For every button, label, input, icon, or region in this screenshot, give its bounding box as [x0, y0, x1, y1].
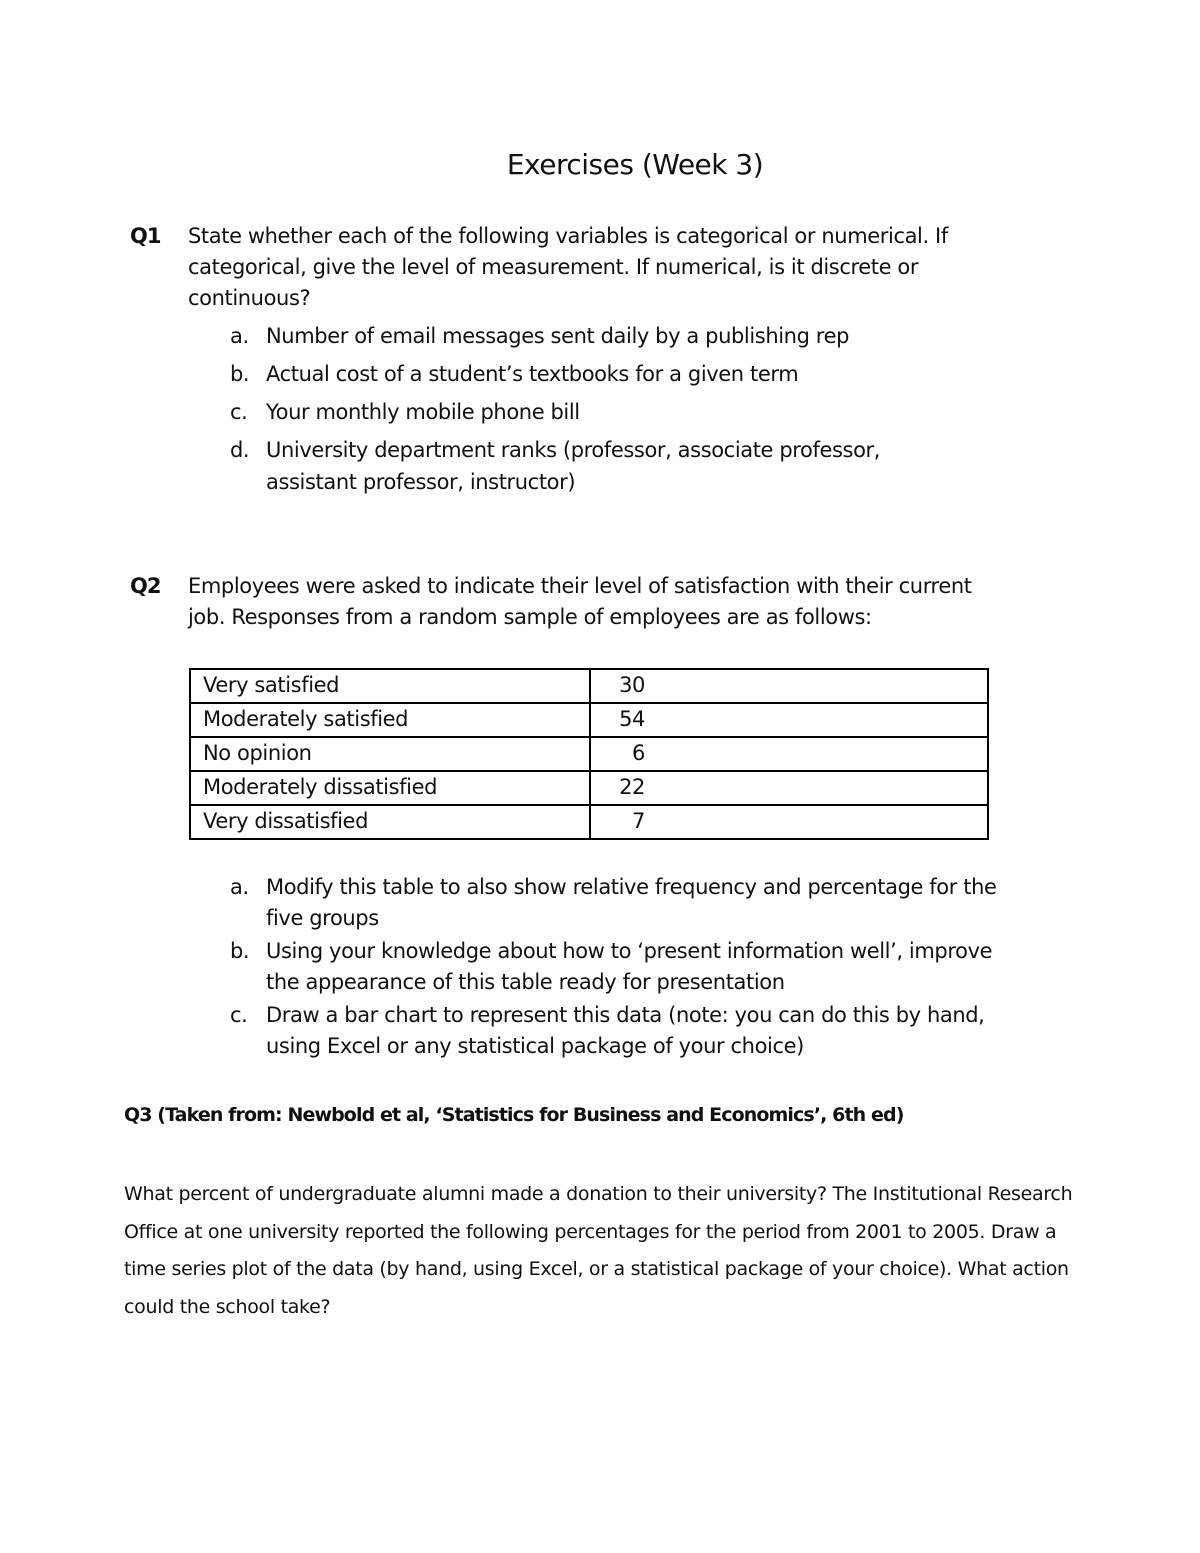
table-row [190, 771, 988, 805]
value-text: 6 [632, 741, 645, 765]
item-text: Using your knowledge about how to ‘present information well’, improve the appearance of this table ready for presentation [266, 939, 993, 994]
item-text: Draw a bar chart to represent this data (note: you can do this by hand, using Excel or any statistical package of your choice) [266, 1003, 985, 1058]
q2-text: Employees were asked to indicate their level of satisfaction with their current job. Responses from a random sample of employees are as follows: [188, 574, 972, 629]
q1-item-c [230, 396, 1020, 428]
table-cell-value [590, 703, 988, 737]
item-letter: b. [230, 362, 250, 386]
table-cell-category: Moderately satisfied [190, 703, 590, 737]
q1-text: State whether each of the following variables is categorical or numerical. If categorical, give the level of measurement. If numerical, is it discrete or continuous? [188, 224, 948, 310]
q1-item-b [230, 358, 1020, 390]
q2-item-b [230, 936, 1030, 998]
item-text: Number of email messages sent daily by a publishing rep [266, 324, 850, 348]
table-cell-value [590, 669, 988, 703]
satisfaction-table [189, 668, 989, 840]
table-cell-value [590, 737, 988, 771]
page-title: Exercises (Week 3) [506, 148, 764, 181]
value-text: 22 [619, 775, 645, 799]
q2-label: Q2 [130, 574, 161, 598]
table-cell-category: Very satisfied [190, 669, 590, 703]
table-cell-category: Moderately dissatisfied [190, 771, 590, 805]
item-text: Actual cost of a student’s textbooks for a given term [266, 362, 799, 386]
table-row [190, 737, 988, 771]
q2-subquestions [230, 872, 1030, 1064]
item-letter: b. [230, 939, 250, 963]
q1-item-d [230, 434, 956, 498]
table-row [190, 703, 988, 737]
item-letter: c. [230, 1003, 248, 1027]
item-text: Modify this table to also show relative frequency and percentage for the five groups [266, 875, 997, 930]
item-text: University department ranks (professor, associate professor, assistant professor, instructor) [266, 438, 881, 494]
value-text: 7 [632, 809, 645, 833]
item-letter: d. [230, 438, 250, 462]
table-row [190, 669, 988, 703]
q2-item-a [230, 872, 1030, 934]
q2-item-c [230, 1000, 986, 1062]
table-cell-value [590, 771, 988, 805]
q3-text: What percent of undergraduate alumni made a donation to their university? The Institutional Research Office at one university reported the following percentages for the period from 2001 to 2005. Draw a time series plot of the data (by hand, using Excel, or a statistical package of your choice). What action could the school take? [124, 1183, 1073, 1318]
q1-item-a [230, 320, 1020, 352]
item-letter: a. [230, 324, 249, 348]
table-row [190, 805, 988, 839]
item-text: Your monthly mobile phone bill [266, 400, 580, 424]
table-cell-value [590, 805, 988, 839]
item-letter: a. [230, 875, 249, 899]
value-text: 30 [619, 673, 645, 697]
q1-subquestions [230, 320, 1020, 504]
table-cell-category: Very dissatisfied [190, 805, 590, 839]
table-cell-category: No opinion [190, 737, 590, 771]
q3-heading: Q3 (Taken from: Newbold et al, ‘Statistics for Business and Economics’, 6th ed) [124, 1104, 904, 1126]
q1-label: Q1 [130, 224, 161, 248]
value-text: 54 [619, 707, 645, 731]
item-letter: c. [230, 400, 248, 424]
